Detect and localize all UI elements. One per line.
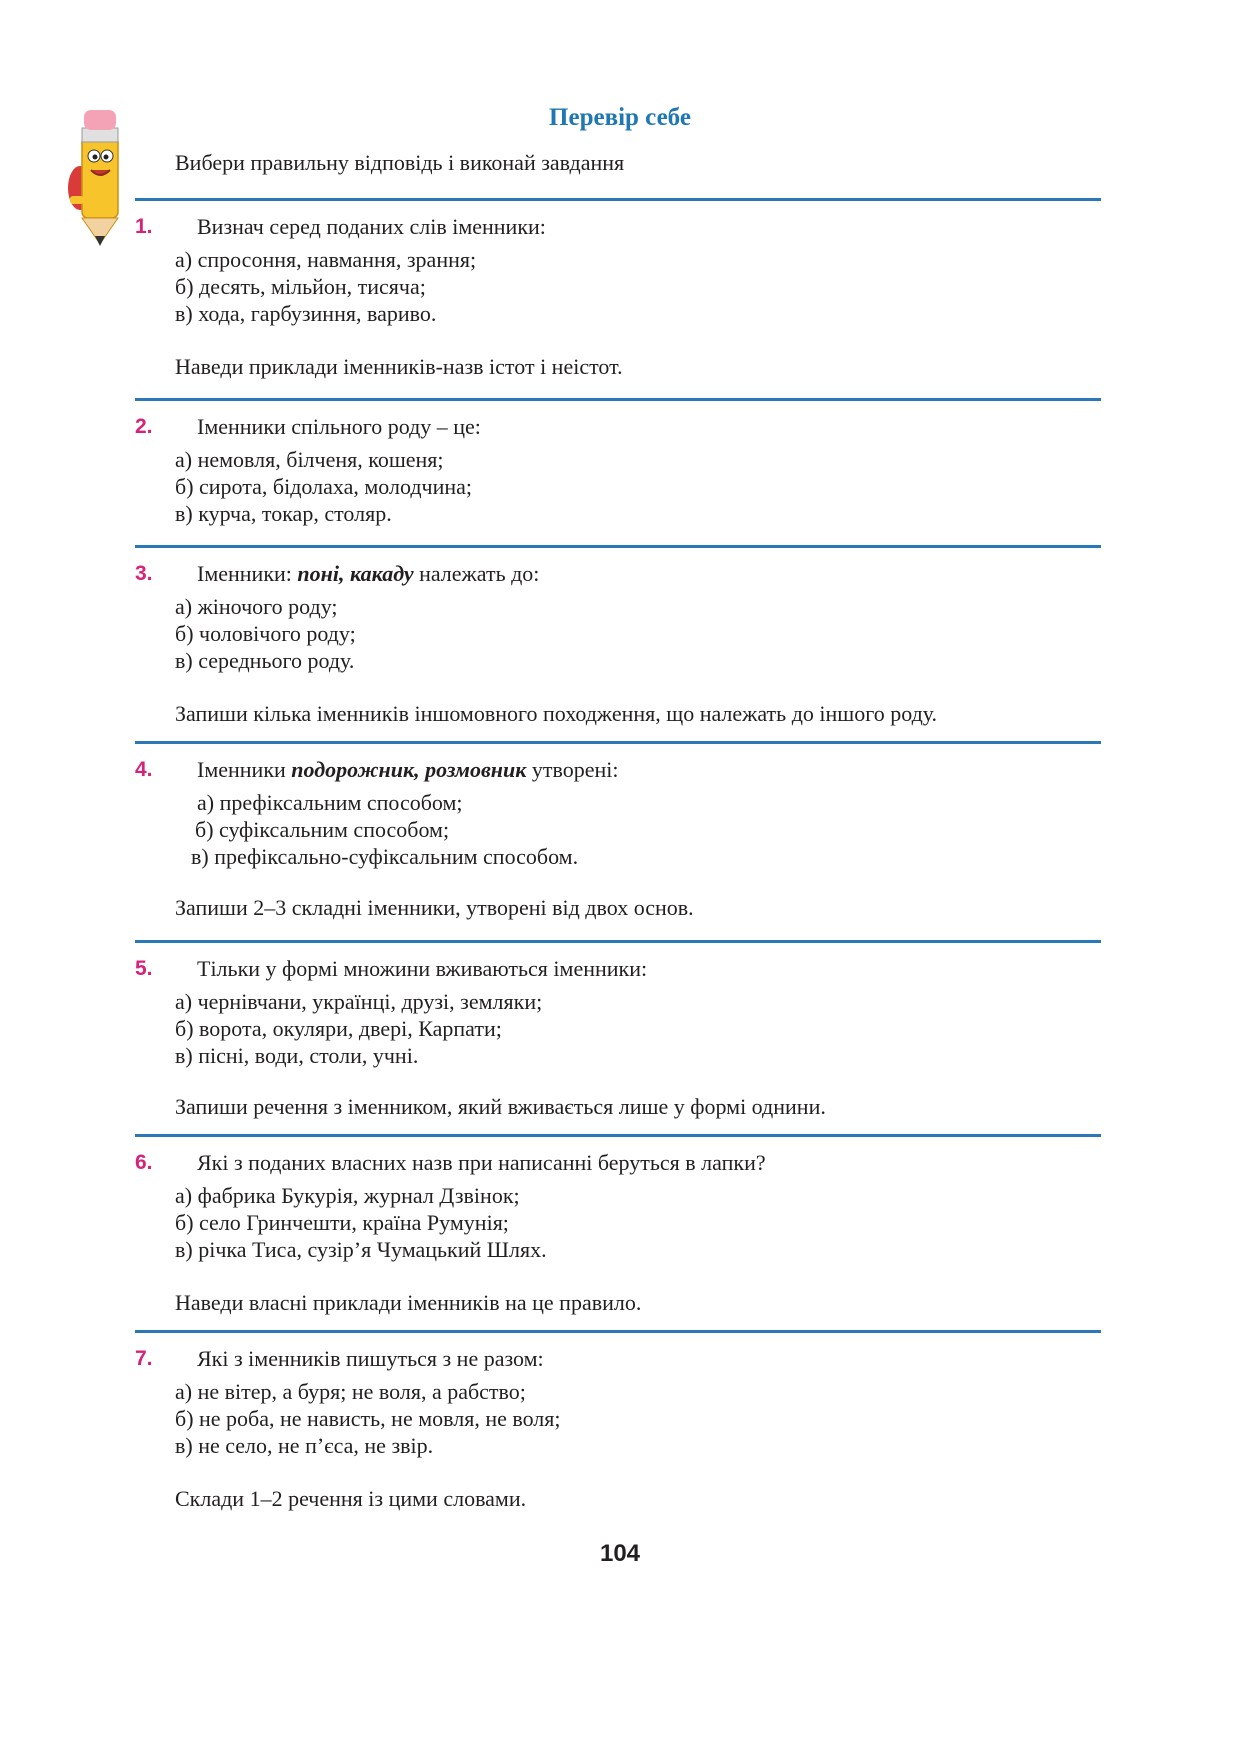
task-number: 6. xyxy=(135,1151,153,1174)
answer-options xyxy=(175,246,476,327)
instructions: Вибери правильну відповідь і виконай завдання xyxy=(175,150,625,175)
task-number: 4. xyxy=(135,758,153,781)
question-text: утворені: xyxy=(526,757,619,782)
task-question xyxy=(197,756,619,784)
question-text: Іменники: xyxy=(197,561,298,586)
task-question: Визнач серед поданих слів іменники: xyxy=(197,214,546,239)
answer-option[interactable]: а) немовля, білченя, кошеня; xyxy=(175,447,444,472)
answer-options xyxy=(175,988,542,1069)
extra-task: Запиши кілька іменників іншомовного походження, що належать до іншого роду. xyxy=(175,701,938,726)
answer-option[interactable]: а) префіксальним способом; xyxy=(197,790,463,815)
answer-option[interactable]: а) чернівчани, українці, друзі, земляки; xyxy=(175,989,543,1014)
answer-options xyxy=(175,593,356,674)
answer-option[interactable]: а) фабрика Букурія, журнал Дзвінок; xyxy=(175,1183,520,1208)
answer-options xyxy=(175,1182,547,1263)
divider xyxy=(135,198,1101,201)
question-text: Іменники xyxy=(197,757,292,782)
task-question: Які з іменників пишуться з не разом: xyxy=(197,1346,544,1371)
question-keywords: подорожник, розмовник xyxy=(291,757,527,782)
answer-option[interactable]: а) жіночого роду; xyxy=(175,594,338,619)
answer-options xyxy=(175,789,578,870)
extra-task: Наведи приклади іменників-назв істот і неістот. xyxy=(175,354,623,379)
answer-option[interactable]: в) курча, токар, столяр. xyxy=(175,501,392,526)
task-question: Тільки у формі множини вживаються іменники: xyxy=(197,956,648,981)
question-text: належать до: xyxy=(413,561,540,586)
answer-option[interactable]: в) не село, не п’єса, не звір. xyxy=(175,1433,434,1458)
answer-option[interactable]: б) ворота, окуляри, двері, Карпати; xyxy=(175,1016,502,1041)
answer-option[interactable]: в) річка Тиса, сузір’я Чумацький Шлях. xyxy=(175,1237,547,1262)
task-question: Які з поданих власних назв при написанні беруться в лапки? xyxy=(197,1150,766,1175)
extra-task: Наведи власні приклади іменників на це правило. xyxy=(175,1290,642,1315)
extra-task: Запиши 2–3 складні іменники, утворені від двох основ. xyxy=(175,895,694,920)
answer-options xyxy=(175,446,472,527)
divider xyxy=(135,1134,1101,1137)
question-keywords: поні, какаду xyxy=(297,561,414,586)
page-title: Перевір себе xyxy=(549,104,691,131)
task-number: 7. xyxy=(135,1347,153,1370)
task-question xyxy=(197,560,539,588)
answer-option[interactable]: б) не роба, не нависть, не мовля, не воля; xyxy=(175,1406,561,1431)
task-number: 2. xyxy=(135,415,153,438)
divider xyxy=(135,398,1101,401)
answer-option: в) хода, гарбузиння, вариво. xyxy=(175,301,437,326)
answer-option[interactable]: в) середнього роду. xyxy=(175,648,355,673)
answer-option[interactable]: б) чоловічого роду; xyxy=(175,621,356,646)
answer-option[interactable]: а) не вітер, а буря; не воля, а рабство; xyxy=(175,1379,526,1404)
page-number: 104 xyxy=(599,1540,641,1567)
task-number: 1. xyxy=(135,215,153,238)
answer-option[interactable]: б) село Гринчешти, країна Румунія; xyxy=(175,1210,509,1235)
divider xyxy=(135,1330,1101,1333)
extra-task: Запиши речення з іменником, який вживається лише у формі однини. xyxy=(175,1094,826,1119)
task-question: Іменники спільного роду – це: xyxy=(197,414,481,439)
task-number: 3. xyxy=(135,562,153,585)
divider xyxy=(135,545,1101,548)
divider xyxy=(135,741,1101,744)
answer-option[interactable]: б) суфіксальним способом; xyxy=(195,817,450,842)
extra-task: Склади 1–2 речення із цими словами. xyxy=(175,1486,527,1511)
answer-option[interactable]: в) префіксально-суфіксальним способом. xyxy=(191,844,579,869)
answer-options xyxy=(175,1378,561,1459)
divider xyxy=(135,940,1101,943)
task-number: 5. xyxy=(135,957,153,980)
answer-option[interactable]: б) сирота, бідолаха, молодчина; xyxy=(175,474,472,499)
answer-option[interactable]: а) спросоння, навмання, зрання; xyxy=(175,247,477,272)
answer-option[interactable]: б) десять, мільйон, тисяча; xyxy=(175,274,426,299)
answer-option[interactable]: в) пісні, води, столи, учні. xyxy=(175,1043,419,1068)
